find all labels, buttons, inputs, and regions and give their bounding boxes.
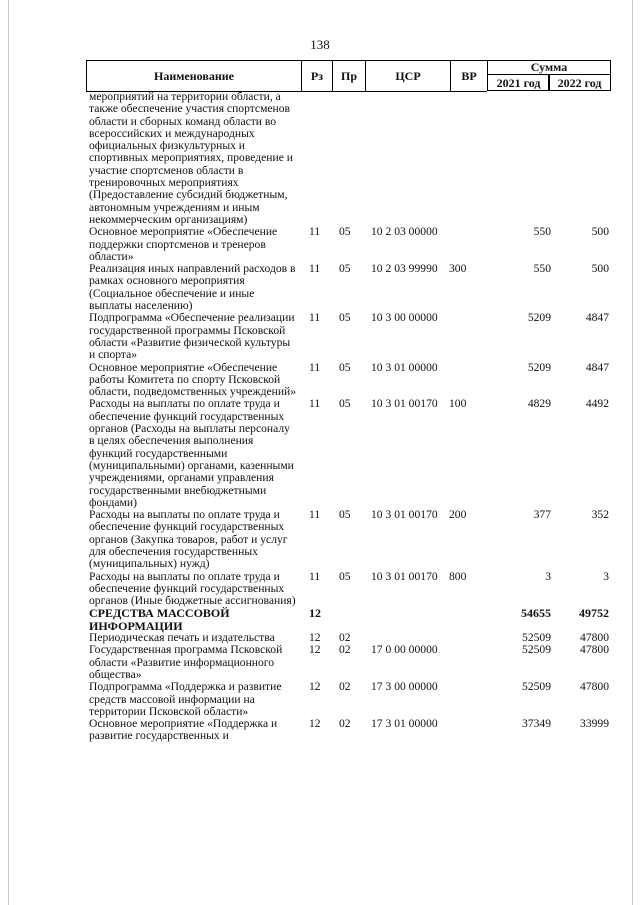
row-rz: 11	[309, 508, 321, 522]
row-vr: 100	[449, 397, 467, 411]
row-rz: 12	[309, 606, 321, 621]
row-sum-2022: 4492	[585, 397, 609, 411]
row-sum-2021: 3	[545, 569, 551, 583]
row-pr: 05	[339, 508, 351, 522]
row-vr	[449, 362, 487, 399]
table-header	[86, 60, 610, 92]
row-csr: 10 2 03 99990	[371, 262, 438, 276]
row-rz: 11	[309, 397, 321, 411]
row-sum-2022: 33999	[580, 717, 609, 731]
table-row	[89, 607, 609, 632]
table-row	[89, 312, 609, 361]
row-pr: 02	[339, 631, 351, 645]
row-sum-2022: 47800	[580, 680, 609, 694]
row-sum-2021: 54655	[521, 606, 551, 621]
row-rz: 12	[309, 680, 321, 694]
row-name: Подпрограмма «Обеспечение реализации государственной программы Псковской области «Развитие физической культуры и спорта»	[89, 311, 295, 362]
row-name: Реализация иных направлений расходов в рамках основного мероприятия (Социальное обеспечение и иные выплаты населению)	[89, 262, 296, 313]
row-rz: 12	[309, 717, 321, 731]
row-rz: 11	[309, 262, 321, 276]
row-sum-2022: 4847	[585, 360, 609, 374]
row-pr: 05	[339, 262, 351, 276]
row-rz: 11	[309, 360, 321, 374]
row-rz: 12	[309, 631, 321, 645]
row-pr: 02	[339, 680, 351, 694]
row-vr	[449, 607, 487, 632]
row-sum-2021: 52509	[522, 631, 551, 645]
row-name: Государственная программа Псковской области «Развитие информационного общества»	[89, 643, 283, 681]
row-csr: 10 3 01 00000	[371, 360, 438, 374]
page-edge-line	[8, 0, 9, 905]
header-rz: Рз	[301, 60, 332, 92]
row-pr: 02	[339, 643, 351, 657]
table-row	[89, 718, 609, 743]
row-csr: 10 3 01 00170	[371, 569, 438, 583]
row-name: Расходы на выплаты по оплате труда и обеспечение функций государственных органов (Иные бюджетные ассигнования)	[89, 569, 296, 608]
row-pr: 05	[339, 397, 351, 411]
header-pr: Пр	[332, 60, 365, 92]
row-rz	[309, 91, 339, 226]
table-row	[89, 398, 609, 509]
header-sum: Сумма	[487, 60, 611, 75]
row-name: СРЕДСТВА МАССОВОЙ ИНФОРМАЦИИ	[89, 606, 230, 633]
table-row	[89, 681, 609, 718]
row-name: Расходы на выплаты по оплате труда и обеспечение функций государственных органов (Закупка товаров, работ и услуг для обеспечения государственных (муниципальных) нужд)	[89, 508, 288, 571]
row-sum-2022: 47800	[580, 631, 609, 645]
table-body	[89, 91, 609, 743]
row-sum-2022: 352	[591, 508, 609, 522]
table-row	[89, 362, 609, 399]
table-row	[89, 509, 609, 570]
row-sum-2021	[487, 91, 551, 226]
row-sum-2021: 377	[533, 508, 551, 522]
table-row	[89, 644, 609, 681]
row-vr	[449, 312, 487, 361]
row-vr	[449, 632, 487, 644]
row-rz: 11	[309, 311, 321, 325]
row-name: Подпрограмма «Поддержка и развитие средств массовой информации на территории Псковской области»	[89, 680, 282, 718]
row-vr	[449, 91, 487, 226]
row-rz: 11	[309, 569, 321, 583]
row-pr: 05	[339, 360, 351, 374]
header-vr: ВР	[450, 60, 487, 92]
row-vr: 800	[449, 569, 467, 583]
row-sum-2021: 550	[533, 225, 551, 239]
row-pr	[339, 607, 371, 632]
header-year-2022: 2022 год	[548, 75, 611, 91]
row-csr: 10 3 01 00170	[371, 508, 438, 522]
row-name: Основное мероприятие «Обеспечение работы Комитета по спорту Псковской области, подведомственных учреждений»	[89, 360, 297, 399]
row-vr: 200	[449, 508, 467, 522]
row-pr	[339, 91, 371, 226]
row-sum-2021: 5209	[527, 360, 551, 374]
row-vr	[449, 644, 487, 681]
row-csr: 17 3 00 00000	[371, 680, 438, 694]
row-sum-2022: 47800	[580, 643, 609, 657]
row-sum-2022: 3	[603, 569, 609, 583]
header-name: Наименование	[86, 60, 301, 92]
row-vr	[449, 226, 487, 263]
row-sum-2021: 4829	[527, 397, 551, 411]
row-csr: 17 0 00 00000	[371, 643, 438, 657]
row-csr	[371, 607, 449, 632]
row-rz: 12	[309, 643, 321, 657]
table-row	[89, 571, 609, 608]
row-sum-2022: 49752	[579, 606, 609, 621]
row-sum-2021: 52509	[522, 680, 551, 694]
row-rz: 11	[309, 225, 321, 239]
row-csr: 10 3 01 00170	[371, 397, 438, 411]
row-vr	[449, 681, 487, 718]
header-csr: ЦСР	[365, 60, 450, 92]
row-name: Основное мероприятие «Поддержка и развитие государственных и	[89, 717, 278, 743]
row-pr: 05	[339, 311, 351, 325]
row-sum-2022: 500	[591, 262, 609, 276]
table-row	[89, 226, 609, 263]
row-csr: 10 2 03 00000	[371, 225, 438, 239]
row-pr: 05	[339, 225, 351, 239]
row-sum-2021: 5209	[527, 311, 551, 325]
row-csr: 10 3 00 00000	[371, 311, 438, 325]
table-row	[89, 91, 609, 226]
row-pr: 02	[339, 717, 351, 731]
row-csr: 17 3 01 00000	[371, 717, 438, 731]
row-name: Периодическая печать и издательства	[89, 631, 275, 645]
table-row	[89, 263, 609, 312]
row-name: мероприятий на территории области, а также обеспечение участия спортсменов области и сборных команд области во всероссийских и международных официальных физкультурных и спортивных мероприятиях, проведение и участие спортсменов области в тренировочных мероприятиях (Предоставление субсидий бюджетным, автономным учреждениям и иным некоммерческим организациям)	[89, 90, 293, 226]
row-sum-2022: 500	[591, 225, 609, 239]
header-year-2021: 2021 год	[487, 75, 550, 91]
row-sum-2022	[551, 91, 609, 226]
row-vr	[449, 718, 487, 743]
page-edge-line	[632, 0, 633, 905]
row-name: Расходы на выплаты по оплате труда и обеспечение функций государственных органов (Расходы на выплаты персоналу в целях обеспечения выполнения функций государственными (муниципальными) органами, казенными учреждениями, органами управления государственными внебюджетными фондами)	[89, 397, 294, 509]
page-number: 138	[310, 37, 330, 52]
row-csr	[371, 91, 449, 226]
row-sum-2022: 4847	[585, 311, 609, 325]
row-name: Основное мероприятие «Обеспечение поддержки спортсменов и тренеров области»	[89, 225, 278, 263]
row-vr: 300	[449, 262, 467, 276]
row-sum-2021: 52509	[522, 643, 551, 657]
row-sum-2021: 37349	[522, 717, 551, 731]
row-pr: 05	[339, 569, 351, 583]
row-sum-2021: 550	[533, 262, 551, 276]
